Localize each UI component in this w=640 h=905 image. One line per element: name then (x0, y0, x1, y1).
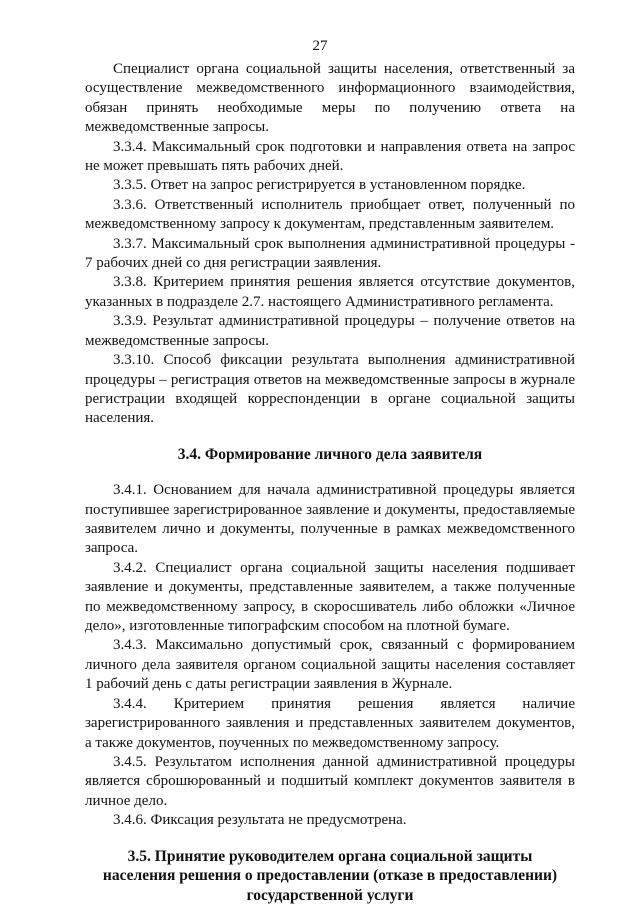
paragraph-3-3-7: 3.3.7. Максимальный срок выполнения административной процедуры - 7 рабочих дней со дня регистрации заявления. (85, 235, 575, 272)
section-heading-3-5-line-1: 3.5. Принятие руководителем органа социальной защиты (127, 847, 533, 865)
page-number: 27 (312, 38, 328, 54)
paragraph-3-3-8: 3.3.8. Критерием принятия решения является отсутствие документов, указанных в подразделе 2.7. настоящего Административного регламента. (85, 274, 575, 310)
document-body (85, 60, 575, 905)
paragraph-3-4-3: 3.4.3. Максимально допустимый срок, связанный с формированием личного дела заявителя органом социальной защиты населения составляет 1 рабочий день с даты регистрации заявления в Журнале. (85, 637, 575, 693)
paragraph-specialist: Специалист органа социальной защиты населения, ответственный за осуществление межведомственного информационного взаимодействия, обязан принять необходимые меры по получению ответа на межведомственные запросы. (85, 61, 575, 136)
paragraph-3-4-2: 3.4.2. Специалист органа социальной защиты населения подшивает заявление и документы, представленные заявителем, а также полученные по межведомственному запросу, в скоросшиватель либо обложки «Личное дело», изготовленные типографским способом на плотной бумаге. (85, 559, 575, 635)
section-heading-3-5-line-3: государственной услуги (246, 886, 414, 904)
section-heading-3-5-line-2: населения решения о предоставлении (отказе в предоставлении) (102, 867, 558, 885)
section-heading-3-4: 3.4. Формирование личного дела заявителя (177, 445, 483, 463)
paragraph-3-4-6: 3.4.6. Фиксация результата не предусмотрена. (113, 812, 407, 829)
paragraph-3-4-5: 3.4.5. Результатом исполнения данной административной процедуры является сброшюрованный и подшитый комплект документов заявителя в личное дело. (85, 753, 575, 809)
paragraph-3-3-4: 3.3.4. Максимальный срок подготовки и направления ответа на запрос не может превышать пять рабочих дней. (85, 138, 575, 175)
paragraph-3-3-6: 3.3.6. Ответственный исполнитель приобщает ответ, полученный по межведомственному запросу к документам, представленным заявителем. (85, 196, 575, 233)
section-heading-3-5 (85, 847, 575, 905)
paragraph-3-4-1: 3.4.1. Основанием для начала административной процедуры является поступившее зарегистрированное заявление и документы, предоставляемые заявителем лично и документы, полученные в рамках межведомственного запроса. (85, 482, 575, 557)
paragraph-3-3-5: 3.3.5. Ответ на запрос регистрируется в установленном порядке. (113, 177, 526, 194)
paragraph-3-3-9: 3.3.9. Результат административной процедуры – получение ответов на межведомственные запросы. (85, 313, 575, 349)
paragraph-3-4-4: 3.4.4. Критерием принятия решения является наличие зарегистрированного заявления и представленных заявителем документов, а также документов, поученных по межведомственному запросу. (85, 695, 575, 751)
paragraph-3-3-10: 3.3.10. Способ фиксации результата выполнения административной процедуры – регистрация ответов на межведомственные запросы в журнале регистрации входящей корреспонденции в органе социальной защиты населения. (85, 352, 575, 427)
